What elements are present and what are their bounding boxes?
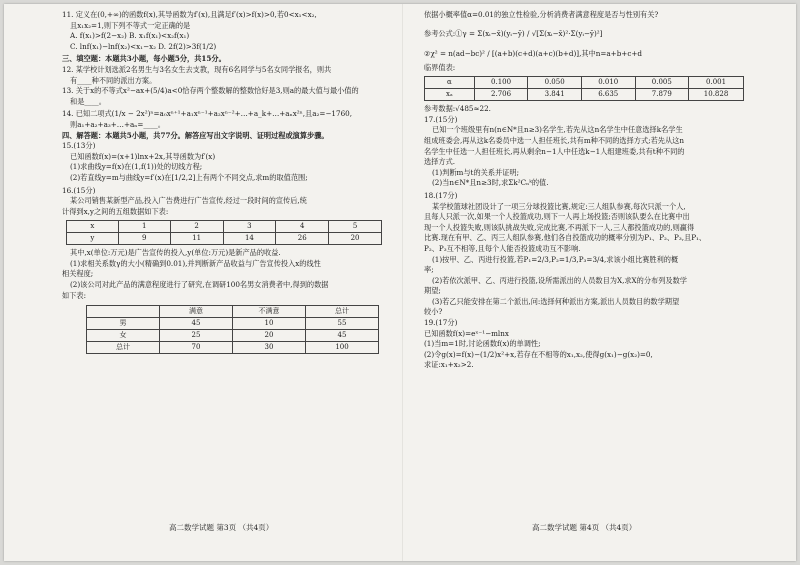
table-cell: 3.841	[528, 89, 582, 101]
table-cell: 5	[329, 221, 382, 233]
section4-title: 四、解答题：本题共5小题，共77分。解答应写出文字说明、证明过程或演算步骤。	[62, 130, 329, 140]
table-cell: 20	[329, 233, 382, 245]
left-page-footer: 高二数学试题 第3页 （共4页）	[169, 523, 274, 532]
table-cell: 55	[306, 318, 379, 330]
q19-part-2: (2)令g(x)=f(x)−(1/2)x²+x,若存在不相等的x₁,x₂,使得g(x₁)−g(x₂)=0,	[424, 349, 653, 359]
reference-formula-1: 参考公式:①γ = Σ(xᵢ−x̄)(yᵢ−ȳ) / √[Σ(xᵢ−x̄)²·Σ(yᵢ−ȳ)²]	[424, 28, 603, 38]
q17-part-2: (2)当n∈N*且n≥3时,求Σk²Cₙᵏ的值.	[432, 178, 549, 188]
table-cell: 男	[87, 318, 160, 330]
q13-line-2: 和是____。	[70, 96, 106, 106]
table-cell: 总计	[87, 342, 160, 354]
q16-mid-2: (1)求相关系数γ的大小(精确到0.01),并判断新产品收益与广告宣传投入x的线性	[70, 258, 321, 268]
q13-line-1: 13. 关于x的不等式x²−ax+(5/4)a<0恰存两个整数解的整数恰好是3,则a的最大值与最小值的	[62, 86, 359, 96]
q18-line-5: P₂、P₃互不相等,且每个人能否投篮成功互不影响.	[424, 243, 581, 253]
q17-line-3: 名学生中任选一人担任班长,再从剩余n−1人中任选k−1人组建班委,共有t种不同的	[424, 146, 685, 156]
q18-part-2-cont: 期望;	[424, 286, 441, 296]
q18-line-4: 比赛.现在有甲、乙、丙三人组队参赛,他们各自投篮成功的概率分别为P₁、P₂、P₃,且P₁、	[424, 233, 707, 243]
q15-part-2: (2)若直线y=m与曲线y=f′(x)在[1/2,2]上有两个不同交点,求m的取值范围;	[70, 172, 308, 182]
q11-line-1: 11. 定义在(0,+∞)的函数f(x),其导函数为f′(x),且满足f′(x)>f(x)>0,若0<x₁<x₂,	[62, 10, 317, 19]
q17-line-1: 已知一个班级里有n(n∈N*且n≥3)名学生,若先从这n名学生中任意选择k名学生	[432, 125, 683, 135]
table-cell: xₐ	[425, 89, 475, 101]
table-row	[87, 342, 379, 354]
section3-title: 三、填空题：本题共3小题，每小题5分，共15分。	[62, 54, 226, 64]
q18-part-2: (2)若依次派甲、乙、丙进行投篮,设所需派出的人员数目为X,求X的分布列及数学	[432, 275, 687, 285]
table-row	[87, 330, 379, 342]
q18-part-1-cont: 率;	[424, 265, 434, 275]
q12-line-2: 有____种不同的派出方案。	[70, 75, 157, 85]
table-row	[67, 233, 382, 245]
q19-header: 19.(17分)	[424, 318, 458, 328]
q17-header: 17.(15分)	[424, 114, 458, 124]
q16-header: 16.(15分)	[62, 185, 96, 195]
table-cell: 26	[276, 233, 329, 245]
q18-part-3: (3)若乙只能安排在第二个派出,问:选择何种派出方案,派出人员数目的数学期望	[432, 296, 680, 306]
table-row	[67, 221, 382, 233]
left-page	[62, 10, 382, 354]
table-cell: 女	[87, 330, 160, 342]
table-cell: 10.828	[689, 89, 744, 101]
q15-part-1: (1)求曲线y=f(x)在(1,f(1))处的切线方程;	[70, 162, 203, 172]
table-header-cell	[87, 306, 160, 318]
table-cell: 7.879	[635, 89, 689, 101]
page-fold	[402, 4, 403, 561]
table-cell: 14	[223, 233, 276, 245]
table-cell: 4	[276, 221, 329, 233]
table-cell: 45	[160, 318, 233, 330]
table-header-cell: 总计	[306, 306, 379, 318]
table-cell: 9	[118, 233, 170, 245]
q17-part-1: (1)判断m与t的关系并证明;	[432, 167, 519, 177]
right-page-footer: 高二数学试题 第4页 （共4页）	[532, 523, 637, 532]
q18-header: 18.(17分)	[424, 190, 458, 200]
table-cell: 0.010	[581, 77, 635, 89]
xy-data-table	[66, 220, 382, 245]
table-cell: 0.050	[528, 77, 582, 89]
q11-options-ab: A. f(x₁)>f(2−x₂) B. x₁f(x₁)<x₂f(x₁)	[70, 31, 190, 41]
table-cell: 6.635	[581, 89, 635, 101]
q14-line-1: 14. 已知二项式(1/x − 2x²)ⁿ=a₀xⁿ⁺¹+a₁xⁿ⁻¹+a₂xⁿ⁻²+…+a_k+…+aₙx²ⁿ,且a₂=−1760,	[62, 109, 352, 119]
table-cell: 2.706	[474, 89, 528, 101]
q11-line-2: 且x₁x₂=1,则下列不等式一定正确的是	[70, 20, 191, 30]
table-cell: 30	[233, 342, 306, 354]
table-cell: 3	[223, 221, 276, 233]
q16-mid-4: (2)该公司对此产品的满意程度进行了研究,在调研100名男女消费者中,得到的数据	[70, 280, 329, 290]
table-row	[87, 306, 379, 318]
table-cell: x	[67, 221, 119, 233]
table-row	[87, 318, 379, 330]
table-row	[425, 89, 744, 101]
critical-table-title: 临界值表:	[424, 62, 456, 72]
table-cell: 25	[160, 330, 233, 342]
q14-line-2: 则a₁+a₂+a₃+…+aₙ=____。	[70, 119, 165, 129]
q16-line-2: 计得到x,y之间的五组数据如下表:	[62, 206, 169, 216]
q18-part-3-cont: 较小?	[424, 307, 443, 317]
q19-part-1: (1)当m=1时,讨论函数f(x)的单调性;	[424, 339, 541, 349]
q15-header: 15.(13分)	[62, 141, 96, 151]
table-header-cell: 满意	[160, 306, 233, 318]
q15-line-1: 已知函数f(x)=(x+1)lnx+2x,其导函数为f′(x)	[70, 151, 216, 161]
table-cell: 10	[233, 318, 306, 330]
reference-data: 参考数据:√485≈22.	[424, 104, 491, 114]
reference-formula-2: ②χ² = n(ad−bc)² / [(a+b)(c+d)(a+c)(b+d)],其中n=a+b+c+d	[424, 48, 642, 58]
exam-sheet	[4, 4, 796, 561]
right-page	[424, 10, 754, 371]
q11-options-cd: C. lnf(x₁)−lnf(x₂)<x₁−x₂ D. 2f(2)>3f(1/2)	[70, 41, 217, 51]
critical-value-table	[424, 76, 744, 101]
table-cell: 45	[306, 330, 379, 342]
table-cell: 20	[233, 330, 306, 342]
table-cell: α	[425, 77, 475, 89]
q16-mid-5: 如下表:	[62, 290, 86, 300]
table-cell: 0.005	[635, 77, 689, 89]
q17-line-2: 组成班委会,再从这k名委员中选一人担任班长,共有m种不同的选择方式;若先从这n	[424, 135, 684, 145]
q18-line-2: 且每人只派一次,如果一个人投篮成功,则下一人再上场投篮;否则该队要么在比赛中出	[424, 212, 690, 222]
table-cell: 70	[160, 342, 233, 354]
table-cell: 100	[306, 342, 379, 354]
table-header-cell: 不满意	[233, 306, 306, 318]
q18-line-3: 现一个人投篮失败,则该队挑战失败,完成比赛,不再派下一人,三人都投篮成功的,则赢得	[424, 222, 695, 232]
q19-part-2-cont: 求证:x₁+x₂>2.	[424, 360, 474, 370]
table-row	[425, 77, 744, 89]
q16-continuation: 依据小概率值α=0.01的独立性检验,分析消费者满意程度是否与性别有关?	[424, 10, 659, 19]
q12-line-1: 12. 某学校计划选派2名男生与3名女生去支教，现有6名同学与5名女同学报名，则共	[62, 64, 332, 74]
q16-line-1: 某公司销售某新型产品,投入广告费进行广告宣传,经过一段时间的宣传后,统	[70, 196, 307, 206]
table-cell: y	[67, 233, 119, 245]
q17-line-4: 选择方式.	[424, 157, 456, 167]
table-cell: 2	[170, 221, 223, 233]
q18-part-1: (1)按甲、乙、丙进行投篮,若P₁=2/3,P₂=1/3,P₃=3/4,求该小组比赛胜利的概	[432, 254, 679, 264]
q16-mid-3: 相关程度;	[62, 269, 94, 279]
q18-line-1: 某学校篮球社团设计了一项三分球投篮比赛,规定:三人组队参赛,每次只派一个人,	[432, 201, 686, 211]
q19-line-1: 已知函数f(x)=eˣ⁻¹−mlnx	[424, 328, 509, 338]
contingency-table	[86, 305, 379, 354]
q16-mid-1: 其中,x(单位:万元)是广告宣传的投入,y(单位:万元)是新产品的收益.	[70, 248, 281, 258]
table-cell: 0.100	[474, 77, 528, 89]
table-cell: 11	[170, 233, 223, 245]
table-cell: 1	[118, 221, 170, 233]
table-cell: 0.001	[689, 77, 744, 89]
